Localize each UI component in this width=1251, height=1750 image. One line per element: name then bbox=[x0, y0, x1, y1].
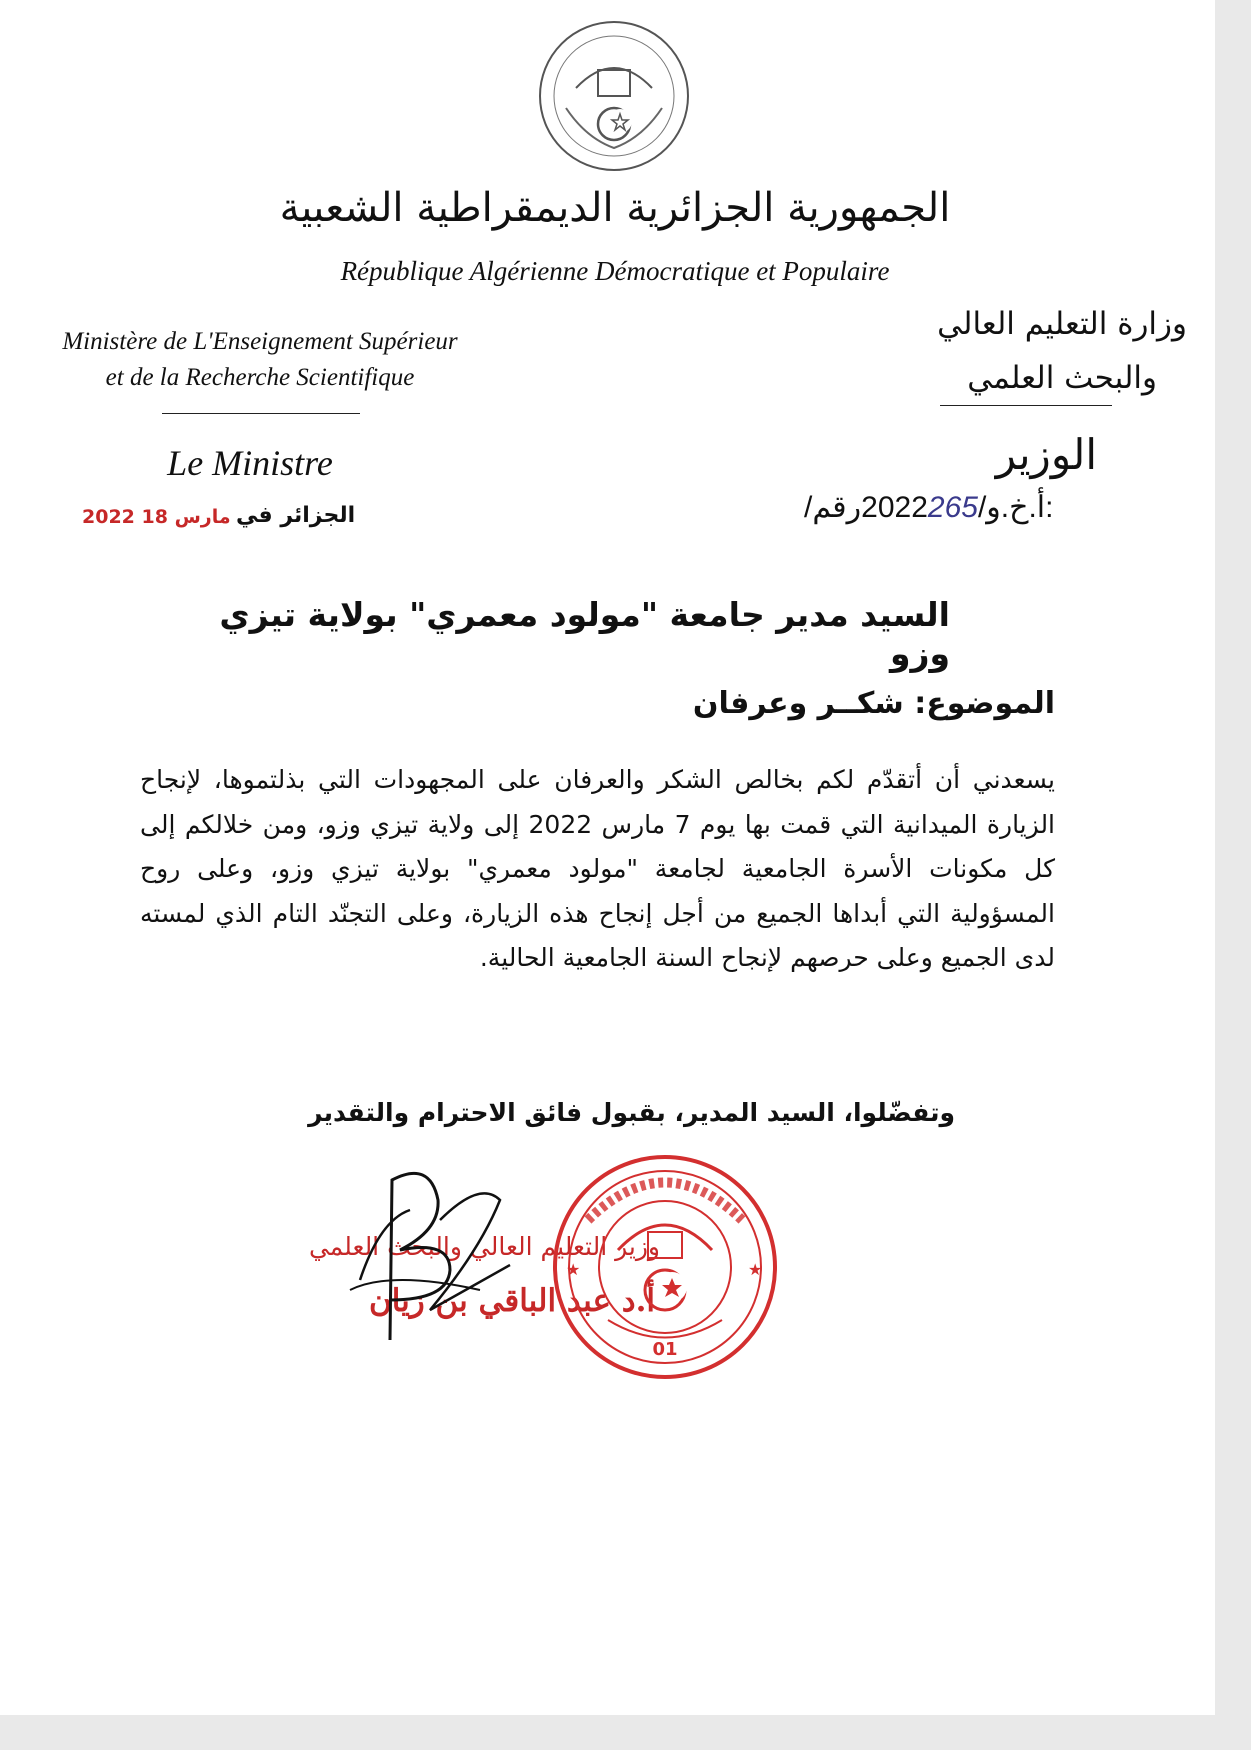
addressee: السيد مدير جامعة "مولود معمري" بولاية تيزي وزو bbox=[219, 595, 950, 673]
ministry-ar-line2: والبحث العلمي bbox=[967, 360, 1157, 396]
ministry-seal-stamp-icon bbox=[548, 1150, 782, 1384]
ministry-fr-divider bbox=[162, 413, 360, 414]
letter-body: يسعدني أن أتقدّم لكم بخالص الشكر والعرفان على المجهودات التي بذلتموها، لإنجاح الزيارة الميدانية التي قمت بها يوم 7 مارس 2022 إلى ولاية تيزي وزو، ومن خلالكم إلى كل مكونات الأسرة الجامعية لجامعة "مولود معمري" بولاية تيزي وزو، وعلى روح المسؤولية التي أبداها الجميع من أجل إنجاح هذه الزيارة، وعلى التجنّد التام الذي لمسته لدى الجميع وعلى حرصهم لإنجاح السنة الجامعية الحالية. bbox=[140, 765, 1056, 972]
republic-title-ar: الجمهورية الجزائرية الديمقراطية الشعبية bbox=[279, 185, 951, 231]
signatory-title: وزير التعليم العالي والبحث العلمي bbox=[308, 1232, 660, 1261]
closing-formula: وتفضّلوا، السيد المدير، بقبول فائق الاحترام والتقدير bbox=[308, 1098, 955, 1127]
place-label: الجزائر في bbox=[236, 503, 356, 528]
le-ministre-label: Le Ministre bbox=[167, 443, 333, 483]
reference-number bbox=[804, 490, 1054, 525]
handwritten-signature-icon bbox=[330, 1160, 530, 1350]
svg-text:★: ★ bbox=[748, 1260, 763, 1279]
ref-suffix: /أ.خ.و/2022 bbox=[804, 491, 1046, 524]
wazir-label: الوزير bbox=[995, 430, 1097, 479]
subject-line: الموضوع: شكــر وعرفان bbox=[692, 686, 1055, 721]
svg-text:★: ★ bbox=[566, 1260, 581, 1279]
ministry-fr-line1: Ministère de L'Enseignement Supérieur bbox=[62, 328, 458, 355]
stamp-number: 01 bbox=[652, 1339, 678, 1360]
ref-prefix: رقم: bbox=[812, 491, 1054, 524]
letter-date: 2022 مارس 18 bbox=[82, 506, 231, 528]
republic-title-fr: République Algérienne Démocratique et Populaire bbox=[340, 256, 890, 286]
signatory-name: أ.د عبد الباقي بن زيان bbox=[368, 1283, 655, 1319]
algerian-emblem-icon bbox=[536, 18, 692, 174]
ministry-fr-line2: et de la Recherche Scientifique bbox=[105, 364, 415, 391]
ref-number-handwritten: 265 bbox=[927, 491, 978, 524]
ministry-ar-line1: وزارة التعليم العالي bbox=[937, 306, 1187, 342]
ministry-ar-divider bbox=[940, 405, 1112, 406]
